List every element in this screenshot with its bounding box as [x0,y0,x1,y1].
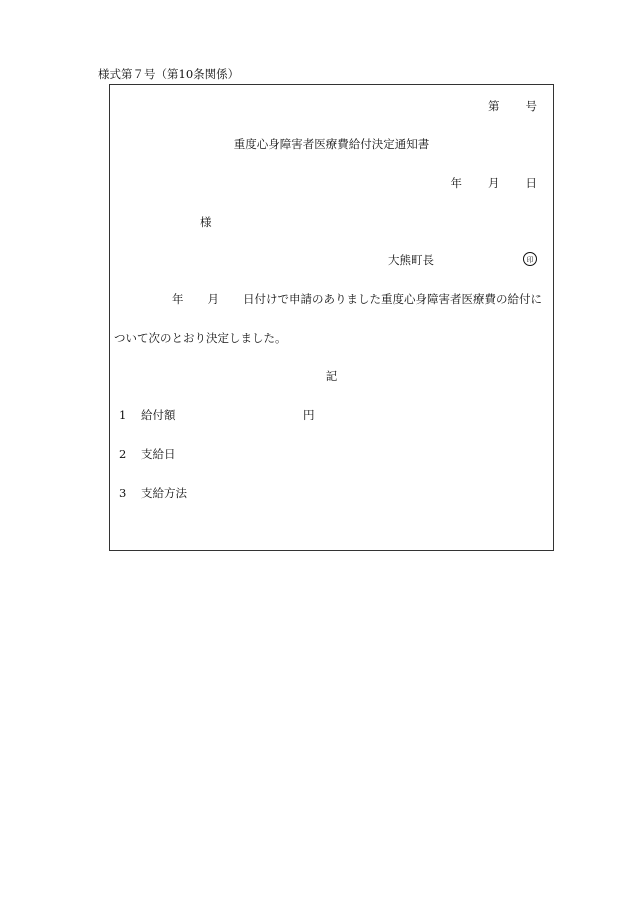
item-payment-method [119,486,187,500]
date-month: 月 [488,176,500,190]
document-date [451,176,538,190]
item-benefit-amount [119,408,176,422]
item-label: 支給日 [141,447,176,461]
item-number: 1 [119,408,127,422]
document-number [488,99,537,113]
body-line-1 [172,292,542,306]
item-number: 3 [119,486,127,500]
body-year: 年 [172,292,184,306]
ki-heading: 記 [325,369,338,383]
date-day: 日 [525,176,537,190]
item-payment-date [119,447,176,461]
date-year: 年 [450,176,462,190]
body-line-2: ついて次のとおり決定しました。 [114,331,287,345]
form-number: 様式第７号（第10条関係） [98,67,240,81]
document-number-go: 号 [525,99,537,113]
body-text-1: 日付けで申請のありました重度心身障害者医療費の給付に [243,292,542,306]
item-label: 支給方法 [141,486,187,500]
document-number-dai: 第 [488,99,500,113]
sender-name: 大熊町長 [388,253,434,267]
seal-mark: 印 [523,252,537,266]
notice-frame [109,84,554,551]
item-number: 2 [119,447,127,461]
recipient-honorific: 様 [200,215,212,229]
document-title: 重度心身障害者医療費給付決定通知書 [233,137,430,151]
yen-unit: 円 [303,408,315,422]
item-label: 給付額 [141,408,176,422]
body-month: 月 [207,292,219,306]
